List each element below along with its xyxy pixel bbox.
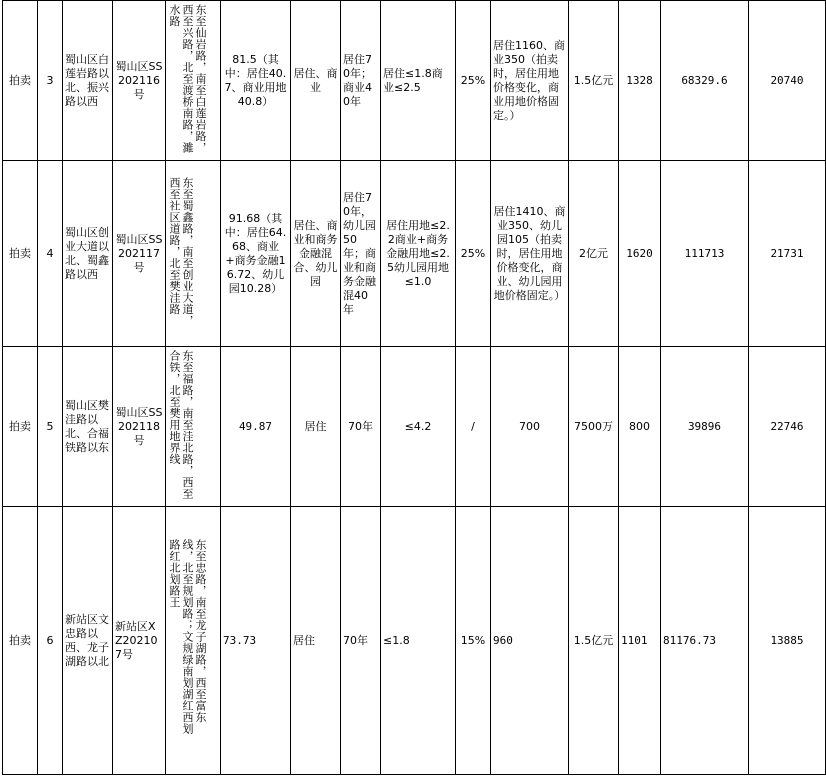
green-ratio: 25% [456,1,491,161]
land-area: 49.87 [221,347,291,507]
land-location: 蜀山区白莲岩路以北、振兴路以西 [63,1,113,161]
floor-area-ratio: 居住≤1.8商业≤2.5 [381,1,456,161]
unit-price: 20740 [749,1,826,161]
use-term: 70年 [341,507,381,775]
row-number: 3 [38,1,63,161]
parcel-code: 蜀山区SS202116号 [113,1,166,161]
land-location: 新站区文忠路以西、龙子湖路以北 [63,507,113,775]
land-use: 居住、商业 [291,1,341,161]
boundary-text: 东至蜀鑫路，南至创业大道，西至社区道路，北至樊洼路 [168,176,194,326]
green-ratio: / [456,347,491,507]
parcel-code: 蜀山区SS202118号 [113,347,166,507]
floor-area-ratio: 居住用地≤2.2商业+商务金融用地≤2.5幼儿园用地≤1.0 [381,161,456,347]
table-row [3,347,826,507]
auction-method: 拍卖 [3,161,38,347]
land-use: 居住、商业和商务金融混合、幼儿园 [291,161,341,347]
green-ratio: 25% [456,161,491,347]
land-location: 蜀山区樊洼路以北、合福铁路以东 [63,347,113,507]
row-number: 5 [38,347,63,507]
parcel-code: 蜀山区SS202117号 [113,161,166,347]
land-use: 居住 [291,507,341,775]
parcel-code: 新站区XZ202107号 [113,507,166,775]
use-term: 居住70年；商业40年 [341,1,381,161]
building-area: 111713 [661,161,749,347]
land-area: 73.73 [221,507,291,775]
land-use: 居住 [291,347,341,507]
deposit: 1.5亿元 [569,507,619,775]
table-row [3,161,826,347]
start-price: 1328 [619,1,661,161]
green-ratio: 15% [456,507,491,775]
auction-method: 拍卖 [3,1,38,161]
floor-area-ratio: ≤4.2 [381,347,456,507]
parcel-boundary [166,347,221,507]
unit-price: 22746 [749,347,826,507]
land-auction-table [2,0,826,775]
auction-method: 拍卖 [3,347,38,507]
price-note: 960 [491,507,569,775]
deposit: 1.5亿元 [569,1,619,161]
start-price: 800 [619,347,661,507]
unit-price: 21731 [749,161,826,347]
boundary-text: 东至忠路，南至龙子湖路，西至富东线，北至规划路；文规绿南划湖红西划路红北划路王 [168,538,207,734]
table-row [3,507,826,775]
table-row [3,1,826,161]
price-note: 居住1410、商业350、幼儿园105（拍卖时，居住用地价格变化，商业、幼儿园用地价格固定。） [491,161,569,347]
boundary-text: 东至福路，南至洼北路，西至合铁，北至樊用地界线 [168,349,194,499]
deposit: 2亿元 [569,161,619,347]
auction-method: 拍卖 [3,507,38,775]
building-area: 81176.73 [661,507,749,775]
unit-price: 13885 [749,507,826,775]
land-location: 蜀山区创业大道以北、蜀鑫路以西 [63,161,113,347]
floor-area-ratio: ≤1.8 [381,507,456,775]
row-number: 4 [38,161,63,347]
use-term: 居住70年，幼儿园50年；商业和商务金融混40年 [341,161,381,347]
price-note: 居住1160、商业350（拍卖时，居住用地价格变化，商业用地价格固定。） [491,1,569,161]
parcel-boundary [166,161,221,347]
row-number: 6 [38,507,63,775]
land-area: 91.68（其中：居住64.68、商业+商务金融16.72、幼儿园10.28） [221,161,291,347]
building-area: 39896 [661,347,749,507]
land-area: 81.5（其中：居住40.7、商业用地40.8） [221,1,291,161]
use-term: 70年 [341,347,381,507]
parcel-boundary [166,507,221,775]
price-note: 700 [491,347,569,507]
parcel-boundary [166,1,221,161]
start-price: 1620 [619,161,661,347]
deposit: 7500万 [569,347,619,507]
start-price: 1101 [619,507,661,775]
building-area: 68329.6 [661,1,749,161]
boundary-text: 东至仙岩路，南至白莲岩路，西至兴路，北至渡桥南路，濉水路 [168,3,207,153]
